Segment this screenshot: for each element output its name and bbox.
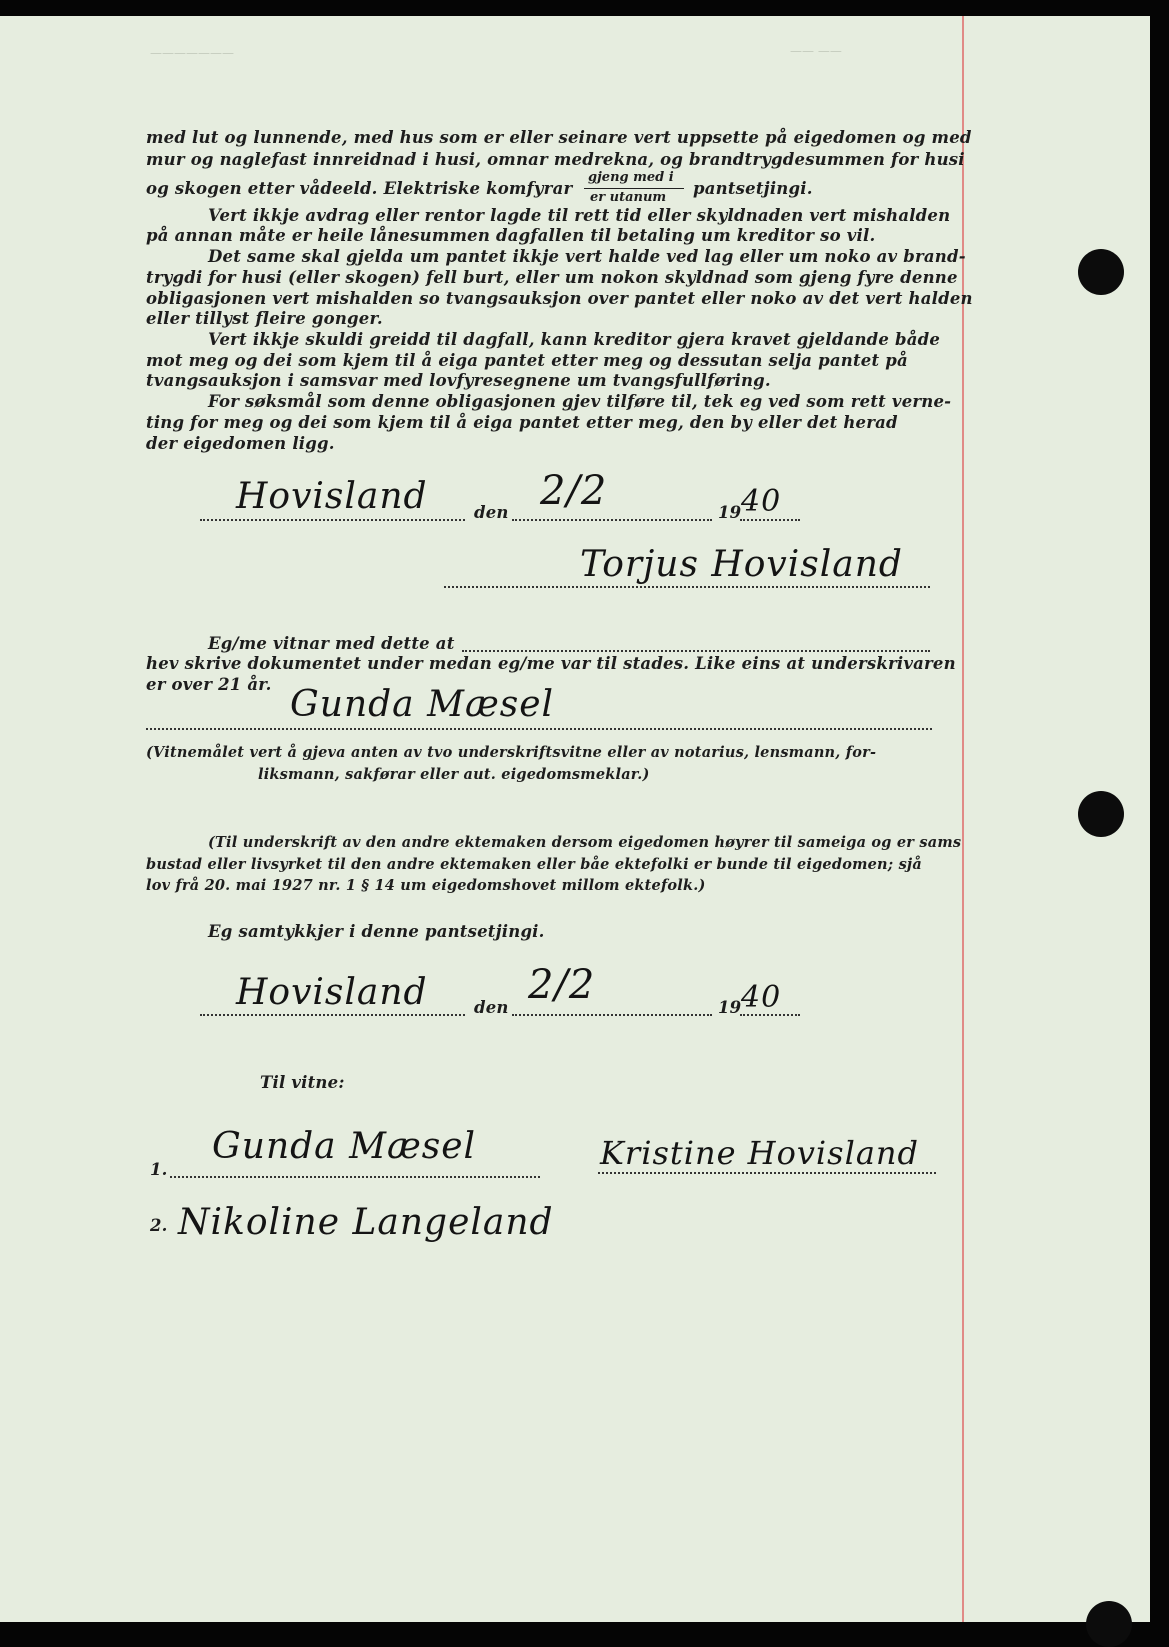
year-prefix: 19 [718,998,742,1017]
clause-line: pantsetjingi. [693,179,813,198]
clause-line: eller tillyst fleire gonger. [146,309,383,328]
witness-signature: Gunda Mæsel [290,684,555,725]
witness-line: hev skrive dokumentet under medan eg/me var til stades. Like eins at underskrivaren [146,654,956,673]
witness-intro: Eg/me vitnar med dette at [208,634,455,653]
place-handwritten: Hovisland [236,476,428,517]
clause-line: Det same skal gjelda um pantet ikkje vert halde ved lag eller um noko av brand- [208,247,966,266]
clause-line: mot meg og dei som kjem til å eiga pantet etter meg og dessutan selja pantet på [146,351,908,370]
witness-note: (Vitnemålet vert å gjeva anten av tvo underskriftsvitne eller av notarius, lensmann, for- [146,744,877,761]
clause-line: obligasjonen vert mishalden so tvangsauksjon over pantet eller noko av det vert halden [146,289,973,308]
consent-text: Eg samtykkjer i denne pantsetjingi. [208,922,545,941]
witness-number: 1. [150,1160,168,1179]
witness-note: liksmann, sakførar eller aut. eigedomsmeklar.) [258,766,650,783]
witness-number: 2. [150,1216,168,1235]
clause-line: på annan måte er heile lånesummen dagfallen til betaling um kreditor so vil. [146,226,876,245]
date-handwritten: 2/2 [528,962,596,1008]
date-handwritten: 2/2 [540,468,608,514]
den-label: den [474,998,509,1017]
year-prefix: 19 [718,503,742,522]
witness-line: er over 21 år. [146,675,272,694]
spouse-signature: Kristine Hovisland [600,1134,919,1172]
year-handwritten: 40 [741,484,782,519]
punch-hole [1078,249,1124,295]
fraction-top: gjeng med i [588,170,674,185]
clause-line: trygdi for husi (eller skogen) fell burt, eller um nokon skyldnad som gjeng fyre denne [146,268,958,287]
spouse-note: (Til underskrift av den andre ektemaken dersom eigedomen høyrer til sameiga og er sams [208,834,962,851]
punch-hole [1086,1601,1132,1647]
witness2-signature: Nikoline Langeland [178,1202,554,1243]
year-handwritten: 40 [741,980,782,1015]
clause-line: Vert ikkje skuldi greidd til dagfall, kann kreditor gjera kravet gjeldande både [208,330,941,349]
spouse-note: bustad eller livsyrket til den andre ektemaken eller båe ektefolki er bunde til eigedomen; sjå [146,856,922,873]
spouse-note: lov frå 20. mai 1927 nr. 1 § 14 um eigedomshovet millom ektefolk.) [146,877,706,894]
clause-line: med lut og lunnende, med hus som er eller seinare vert uppsette på eigedomen og med [146,128,972,147]
debtor-signature: Torjus Hovisland [580,544,903,585]
witnesses-label: Til vitne: [260,1073,345,1092]
fraction-bottom: er utanum [590,190,667,205]
document-page: ——————— —— —— med lut og lunnende, med hus som er eller seinare vert uppsette på eigedomen og med mur og naglefast innreidnad i husi, omnar medrekna, og brandtrygdesummen for husi og skogen etter vådeeld. Elektriske komfyrar gjeng med i er utanum pantsetjingi. Vert ikkje avdrag eller rentor lagde til rett tid eller skyldnaden vert mishalden på annan måte er heile lånesummen dagfallen til betaling um kreditor so vil. Det same skal gjelda um pantet ikkje vert halde ved lag eller um noko av brand- trygdi for husi (eller skogen) fell burt, eller um nokon skyldnad som gjeng fyre denne obligasjonen vert mishalden so tvangsauksjon over pantet eller noko av det vert halden eller tillyst fleire gonger. Vert ikkje skuldi greidd til dagfall, kann kreditor gjera kravet gjeldande både mot meg og dei som kjem til å eiga pantet etter meg og dessutan selja pantet på tvangsauksjon i samsvar med lovfyresegnene um tvangsfullføring. For søksmål som denne obligasjonen gjev tilføre til, tek eg ved som rett verne- ting for meg og dei som kjem til å eiga pantet etter meg, den by eller det herad der eigedomen ligg. Hovisland den 2/2 19 40 Torjus Hovisland Eg/me vitnar med dette at hev skrive dokumentet under medan eg/me var til stades. Like eins at underskrivaren er over 21 år. Gunda Mæsel (Vitnemålet vert å gjeva anten av tvo underskriftsvitne eller av notarius, lensmann, for- liksmann, sakførar eller aut. eigedomsmeklar.) (Til underskrift av den andre ektemaken dersom eigedomen høyrer til sameiga og er sams bustad eller livsyrket til den andre ektemaken eller båe ektefolki er bunde til eigedomen; sjå lov frå 20. mai 1927 nr. 1 § 14 um eigedomshovet millom ektefolk.) Eg samtykkjer i denne pantsetjingi. Hovisland den 2/2 19 40 Til vitne: 1. Gunda Mæsel Kristine Hovisland 2. Nikoline Langeland [0,16,1150,1622]
clause-line: tvangsauksjon i samsvar med lovfyresegnene um tvangsfullføring. [146,371,771,390]
punch-hole [1078,791,1124,837]
clause-line: Vert ikkje avdrag eller rentor lagde til rett tid eller skyldnaden vert mishalden [208,206,951,225]
clause-line: der eigedomen ligg. [146,434,335,453]
clause-line: For søksmål som denne obligasjonen gjev tilføre til, tek eg ved som rett verne- [208,392,952,411]
place-handwritten: Hovisland [236,972,428,1013]
clause-line: og skogen etter vådeeld. Elektriske komfyrar [146,179,573,198]
clause-line: ting for meg og dei som kjem til å eiga pantet etter meg, den by eller det herad [146,413,898,432]
clause-line: mur og naglefast innreidnad i husi, omnar medrekna, og brandtrygdesummen for husi [146,150,965,169]
den-label: den [474,503,509,522]
witness1-signature: Gunda Mæsel [212,1126,477,1167]
